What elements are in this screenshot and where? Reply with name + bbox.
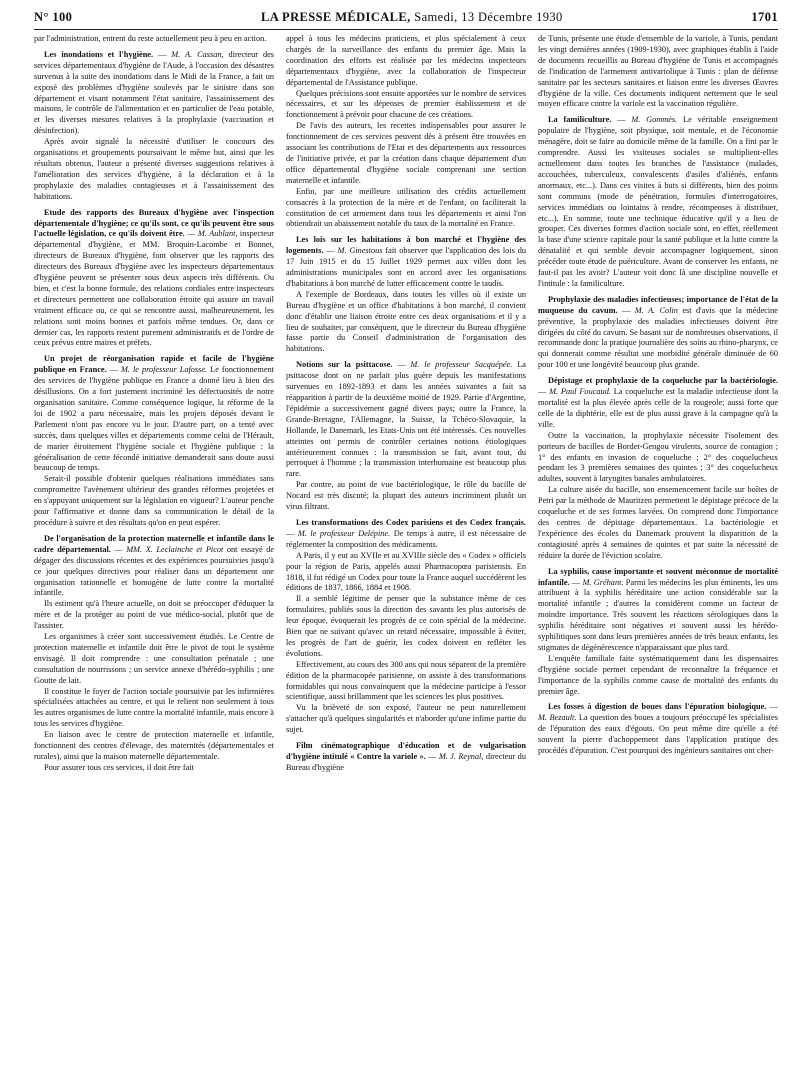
column-2 [286, 34, 526, 1070]
issue-number: N° 100 [34, 10, 73, 24]
heading-dash: — [425, 752, 439, 761]
body-paragraph: De l'avis des auteurs, les recettes indispensables pour assurer le fonctionnement de ces services peuvent dès à présent être trouvées en associant les contributions de l'Etat et des départements aux ressources de l'initiative privée, et par la création dans chaque département d'un office départemental d'hygiène sociale comprenant une section maternelle et infantile. [286, 121, 526, 185]
section-body: directeur des services départementaux d'hygiène de l'Aude, à l'occasion des désastres survenus à la suite des inondations dans le Midi de la France, a fait un exposé des problèmes d'hygiène soulevés par le sinistre dans son département et visant notamment l'état sanitaire, l'assainissement des maisons, le contrôle de l'alimentation et en particulier de l'eau potable, et les diverses mesures relatives à la prophylaxie (vaccination et désinfection). [34, 49, 274, 136]
section-body: Parmi les médecins les plus éminents, les uns attribuent à la syphilis héréditaire une action considérable sur la mortalité infantile ; d'autres la considèrent comme un facteur de moindre importance. Très souvent les réactions sérologiques dans la syphilis héréditaire sont négatives et souvent aussi les hérédo-syphilitiques sont dans leurs premières années de très beaux enfants, les stigmates de dégénérescence n'apparaissant que plus tard. [538, 577, 778, 652]
body-paragraph: de Tunis, présente une étude d'ensemble de la variole, à Tunis, pendant les vingt dernières années (1909-1930), avec graphiques établis à l'aide de documents recueillis au Bureau d'hygiène de Tunis et accompagnés de l'indication de l'armement antivariolique à Tunis : plan de défense sanitaire par les secteurs sanitaires et liaison entre les diverses Œuvres d'hygiène de la ville. Ces documents indiquent nettement que le seul moyen efficace contre la variole est la vaccination régulière. [538, 34, 778, 109]
body-paragraph: Il a semblé légitime de penser que la substance même de ces formulaires, publiés sous la direction des savants les plus autorisés de leur époque, évoquerait les progrès de ce coin spécial de la médecine. Bien que ne suivant qu'avec un retard nécessaire, impossible à éviter, les progrès de l'art de guérir, les codex doivent en refléter les évolutions. [286, 594, 526, 658]
section-body: La psittacose dont on ne parlait plus guère depuis les manifestations survenues en 1892-1893 et dans les années suivantes a fait sa réapparition à partir de la deuxième moitié de 1929. Partie d'Argentine, l'épidémie a successivement gagné divers pays; outre la France, la Grande-Bretagne, l'Allemagne, la Suisse, la Tchéco-Slovaquie, la Hollande, le Danemark, les Etats-Unis ont été intéressés. Ces nouvelles atteintes ont permis de contrôler certaines notions étiologiques antérieurement connues : la transmission se fait, avant tout, du perroquet à l'homme ; la transmission interhumaine est beaucoup plus rare. [286, 360, 526, 479]
running-head [34, 0, 778, 26]
body-paragraph: L'enquête familiale faite systématiquement dans les dispensaires d'hygiène sociale permet cependant de reconnaître la fréquence et l'importance de la syphilis comme cause de mortalité des enfants du premier âge. [538, 653, 778, 696]
issue-date: Samedi, 13 Décembre 1930 [414, 10, 563, 24]
body-paragraph: Quelques précisions sont ensuite apportées sur le nombre de services nécessaires, et sur les dépenses de premier établissement et de fonctionnement à prévoir pour chacune de ces créations. [286, 88, 526, 120]
section-author: M. A. Cassan, [171, 49, 224, 59]
section-heading: Prophylaxie des maladies infectieuses; importance de l'état de la muqueuse du cavum. [538, 294, 778, 315]
body-paragraph: Vu la brièveté de son exposé, l'auteur ne peut naturellement s'attacher qu'à quelques singularités et n'aborder qu'une infime partie du sujet. [286, 703, 526, 735]
heading-dash: — [392, 360, 411, 370]
section-paragraph [538, 115, 778, 290]
section-heading: Les lois sur les habitations à bon marché et l'hygiène des logements. [286, 235, 526, 256]
section-author: M. Gréhant. [582, 577, 624, 587]
page-number: 1701 [751, 10, 778, 24]
column-1 [34, 34, 274, 1070]
heading-dash: — [538, 387, 550, 397]
section-heading: Film cinématographique d'éducation et de vulgarisation d'hygiène intitulé « Contre la variole ». [286, 741, 526, 761]
body-paragraph: par l'administration, entrent du reste actuellement peu à peu en action. [34, 34, 267, 43]
section-author: M. Aublant, [197, 229, 238, 239]
section-body: est d'avis que la médecine préventive, la prophylaxie des maladies infectieuses doivent être dirigées du côté du cavum. Se basant sur de nombreuses observations, il recommande donc la pratique journalière des soins au rhino-pharynx, ce qui donnerait comme résultat une morbidité générale diminuée de 60 pour 100 et une longévité beaucoup plus grande. [538, 305, 778, 370]
section-body: ont essayé de dégager des discussions récentes et des expériences poursuivies jusqu'à ce jour quelques directives pour réaliser dans un département une organisation rationnelle et homogène de lutte contre la mortalité infantile. [34, 544, 274, 598]
section-body: Le véritable enseignement populaire de l'hygiène, soit physique, soit mentale, et de l'économie ménagère, doit se faire au domicile même de la famille. On a fini par le comprendre. Aussi les visiteuses sociales se multiplient-elles actuellement dans toutes les branches de l'assistance (malades, accouchées, tuberculeux, convalescents d'asiles d'aliénés, enfants anormaux, etc...). Dans ces visites à buts si différents, bien des points sont communs (mode de pénétration, formules d'interrogatoires, services immédiats ou lointains à rendre, récompenses à distribuer, etc...). En somme, toute une technique éducative qu'il y a lieu de grouper. Ces diverses formes d'action sociale sont, en effet, réellement la base d'une science capitale pour la santé publique et la lutte contre la dénatalité et qui semble devoir accompagner logiquement, sinon précéder toute étude de puériculture. Avant de conserver les enfants, ne faut-il pas les avoir? L'auteur voit donc là une discipline nouvelle et l'intitule : la familiculture. [538, 115, 778, 288]
journal-title-line [261, 10, 563, 25]
section-author: M. le professeur Sacquépée. [410, 360, 513, 370]
section-paragraph [538, 376, 778, 431]
section-paragraph [34, 50, 274, 137]
section-paragraph [538, 567, 778, 654]
section-paragraph [34, 208, 274, 350]
section-heading: Les fosses à digestion de boues dans l'épuration biologique. [548, 702, 767, 712]
section-body: directeur du Bureau d'hygiène [286, 752, 526, 772]
section-paragraph [34, 354, 274, 474]
section-paragraph [538, 702, 778, 757]
heading-dash: — [766, 702, 778, 712]
section-author: M. le professeur Lafosse. [120, 365, 208, 375]
section-paragraph [286, 235, 526, 290]
section-body: inspecteur départemental d'hygiène, et MM. Broquin-Lacombe et Bonnet, directeurs de Bureaux d'hygiène, font observer que les rapports des directeurs des Bureaux d'hygiène avec les inspecteurs départementaux d'hygiène peuvent se présenter sous deux aspects très différents. Ou bien, et c'est la bonne formule, des relations cordiales entre inspecteurs et directeurs permettent une collaboration étroite qui assure un travail vraiment efficace ou, ce qui se rencontre aussi, malheureusement, les relations sont moins bonnes et parfois même tendues. Or, dans ce dernier cas, les rapports restent purement administratifs et de l'ordre de ceux prévus entre maires et préfets. [34, 229, 274, 348]
body-paragraph: Par contre, au point de vue bactériologique, le rôle du bacille de Nocard est très discuté; la plupart des auteurs incriminent plutôt un virus filtrant. [286, 480, 526, 512]
section-author: M. Ginestous [337, 246, 383, 256]
body-paragraph: Effectivement, au cours des 300 ans qui nous séparent de la première édition de la pharmacopée parisienne, on assiste à des transformations formidables qui nous convainquent que la médecine participe à l'essor scientifique, aussi brillamment que les sciences les plus positives. [286, 659, 526, 702]
heading-dash: — [110, 544, 127, 554]
heading-dash: — [286, 528, 298, 538]
heading-dash: — [611, 115, 632, 125]
section-author: M. Gommès. [631, 115, 678, 125]
body-paragraph: En liaison avec le centre de protection maternelle et infantile, fonctionnent des centres d'élevage, des maternités (départementales et rurales), ainsi que la maison maternelle départementale. [34, 730, 274, 761]
section-heading: La syphilis, cause importante et souvent méconnue de mortalité infantile. [538, 566, 778, 587]
section-author: M. J. Reynal, [438, 752, 484, 761]
section-heading: Dépistage et prophylaxie de la coqueluche par la bactériologie. [548, 376, 778, 386]
body-paragraph: Ils estiment qu'à l'heure actuelle, on doit se préoccuper d'éduquer la mère et de la protéger au point de vue médico-social, plutôt que de l'assister. [34, 599, 274, 631]
section-body: Le fonctionnement des services de l'hygiène publique en France a donné lieu à bien des désillusions. On a fort justement incriminé les défectuosités de notre organisation sanitaire. Comme conséquence logique, la réforme de la loi de 1902 a paru nécessaire, mais les projets déposés devant le Parlement n'ont pas encore vu le jour. D'autre part, on a tenté avec succès, dans quelques villes et départements comme celui de l'Hérault, de marier étroitement l'hygiène sociale et l'hygiène publique : la généralisation de cette fécondé initiative demanderait sans doute aussi beaucoup de temps. [34, 365, 274, 473]
section-author: M. Paul Foucaud. [549, 387, 611, 397]
heading-dash: — [106, 365, 121, 375]
section-heading: Etude des rapports des Bureaux d'hygiène avec l'inspection départementale d'hygiène; ce qu'ils sont, ce qu'ils peuvent être sous l'actuelle législation, ce qu'ils doivent être. [34, 207, 274, 239]
body-paragraph: Pour assurer tous ces services, il doit être fait [44, 762, 194, 772]
section-body: De temps à autre, il est nécessaire de réglementer la composition des médicaments. [286, 528, 526, 549]
heading-dash: — [153, 49, 172, 59]
body-paragraph: Les organismes à créer sont successivement étudiés. Le Centre de protection maternelle et infantile doit être le pivot de tout le système envisagé. Il doit comprendre : une consultation prénatale ; une consultation de nourrissons ; un service annexe d'hérédo-syphilis ; une Goutte de lait. [34, 632, 274, 685]
body-paragraph: Outre la vaccination, la prophylaxie nécessite l'isolement des porteurs de bacilles de Bordet-Gengou virulents, source de contagion ; 1° des enfants en invasion de coqueluche ; 2° des coquelucheux pendant les 3 premières semaines des quintes ; 3° des coquelucheux adultes, souvent à laryngites banales ambulatoires. [538, 430, 778, 484]
body-paragraph: Après avoir signalé la nécessité d'utiliser le concours des organisations et groupements poursuivant le même but, ainsi que les résultats obtenus, l'auteur a présenté diverses suggestions relatives à l'amélioration des services d'hygiène, à la déclaration et à la prophylaxie des maladies contagieuses et à l'assainissement des habitations. [34, 137, 274, 201]
heading-dash: — [184, 229, 198, 239]
heading-dash: — [569, 577, 583, 587]
section-paragraph [286, 518, 526, 551]
body-paragraph: appel à tous les médecins praticiens, et plus spécialement à ceux chargés de la surveillance des enfants du premier âge. Mais la coordination des efforts est réalisée par les médecins inspecteurs départementaux d'hygiène, avec la collaboration de l'inspecteur départemental de l'Assistance publique. [286, 34, 526, 87]
body-paragraph: Enfin, par une meilleure utilisation des crédits actuellement consacrés à la protection de la mère et de l'enfant, on faciliterait la constitution de cet armement dans tous les départements et ainsi l'on obtiendrait un abaissement notable du taux de la mortalité en France. [286, 186, 526, 229]
section-paragraph [286, 741, 526, 774]
section-author: MM. X. Leclainche et Picot [126, 544, 224, 554]
heading-dash: — [617, 305, 635, 315]
section-heading: Les transformations des Codex parisiens et des Codex français. [296, 517, 526, 527]
section-heading: La familiculture. [548, 115, 612, 125]
section-author: M. A. Colin [634, 305, 678, 315]
article-columns [34, 30, 778, 1070]
column-3 [538, 34, 778, 1070]
section-body: fait observer que l'application des lois du 17 Juin 1915 et du 15 Juillet 1929 permet aux villes dont les administrations municipales sont en accord avec les organisations d'habitations à bon marché de lutter efficacement contre le taudis. [286, 246, 526, 288]
body-paragraph: La culture aisée du bacille, son ensemencement facile sur boîtes de Petri par la méthode de Mauritzen permettent le dépistage précoce de la coqueluche et de ses formes larvées. On comprend donc l'importance des centres de dépistage départementaux. La bactériologie et l'expérience des écoles du Danemark prouvent la disparition de la contagiosité après 4 semaines de quintes et par suite la nécessité de réduire la durée de l'éviction scolaire. [538, 485, 778, 560]
body-paragraph: Serait-il possible d'obtenir quelques réalisations immédiates sans compromettre l'avènement ultérieur des grandes réformes projetées et en s'appuyant uniquement sur la législation en vigueur? L'auteur penche pour l'affirmative et donne dans sa communication le détail de la procédure à suivre et des résultats qu'on en peut espérer. [34, 474, 274, 527]
section-author: M. Bezault. [538, 713, 577, 723]
body-paragraph: Il constitue le foyer de l'action sociale poursuivie par les infirmières spécialisées attachées au centre, et qui le relient non seulement à tous les autres organismes de lutte contre la mortalité infantile, mais encore à tous les services d'hygiène. [34, 686, 274, 729]
section-body: La question des boues a toujours préoccupé les spécialistes de l'épuration des eaux d'égouts. On peut même dire qu'elle a été souvent la pierre d'achoppement dans l'application pratique des procédés d'épuration. C'est pourquoi des ingénieurs sanitaires ont cher- [538, 713, 778, 756]
section-paragraph [34, 534, 274, 599]
section-heading: Notions sur la psittacose. [296, 360, 393, 370]
section-author: M. le professeur Delépine. [297, 528, 391, 538]
section-paragraph [538, 295, 778, 371]
journal-title: LA PRESSE MÉDICALE, [261, 10, 411, 24]
heading-dash: — [323, 246, 338, 256]
body-paragraph: A l'exemple de Bordeaux, dans toutes les villes où il existe un Bureau d'hygiène et un office d'habitations à bon marché, il convient donc d'établir une liaison étroite entre ces deux organisations et il y a lieu de souhaiter, par conséquent, que le directeur du Bureau d'hygiène fasse partie du Conseil d'administration de l'organisation des habitations. [286, 289, 526, 354]
section-paragraph [286, 360, 526, 480]
section-body: La coqueluche est la maladie infectieuse dont la mortalité est la plus élevée après celle de la rougeole; aussi forte que celle de la diphtérie, elle est de plus aussi grave à la campagne qu'à la ville. [538, 387, 778, 429]
section-heading: Un projet de réorganisation rapide et facile de l'hygiène publique en France. [34, 354, 274, 375]
section-heading: De l'organisation de la protection maternelle et infantile dans le cadre départemental. [34, 533, 274, 554]
section-heading: Les inondations et l'hygiène. [44, 49, 154, 59]
body-paragraph: A Paris, il y eut au XVIIe et au XVIIIe siècle des « Codex » officiels pour la région de Paris, appelés aussi Pharmacopœa parisiensis. En 1818, il fut rédigé un Codex pour toute la France auquel succédèrent les éditions de 1837, 1866, 1884 et 1908. [286, 550, 526, 593]
